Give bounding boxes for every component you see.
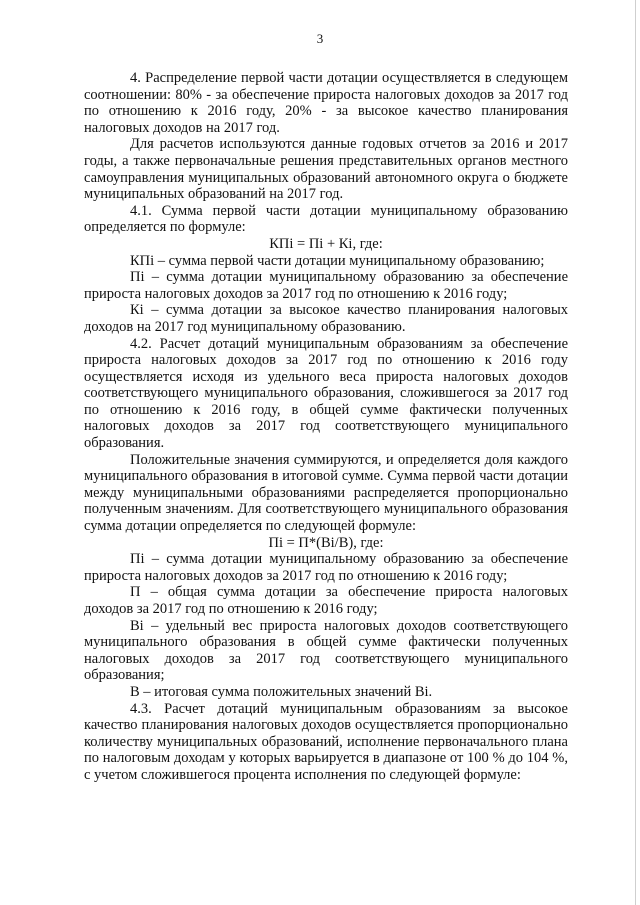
page-edge [635, 0, 636, 905]
paragraph-4: 4. Распределение первой части дотации осуществляется в следующем соотношении: 80% - за обеспечение прироста налоговых доходов за 2017 год по отношению к 2016 году, 20% - за высокое качество планирования налоговых доходов на 2017 год. [84, 70, 568, 136]
formula-kpi: КПi = Пi + Кi, где: [269, 235, 383, 252]
definition-kpi: КПi – сумма первой части дотации муниципальному образованию; [130, 252, 545, 269]
document-body [84, 70, 568, 784]
page-number: 3 [316, 31, 324, 46]
paragraph-positive-values: Положительные значения суммируются, и определяется доля каждого муниципального образования в итоговой сумме. Сумма первой части дотации между муниципальными образованиями распределяется пропорционально полученным значениям. Для соответствующего муниципального образования сумма дотации определяется по следующей формуле: [84, 451, 568, 535]
definition-p: П – общая сумма дотации за обеспечение прироста налоговых доходов за 2017 год по отношению к 2016 году; [84, 584, 568, 617]
paragraph-4-2: 4.2. Расчет дотаций муниципальным образованиям за обеспечение прироста налоговых доходов за 2017 год по отношению к 2016 году осуществляется исходя из удельного веса прироста налоговых доходов соответствующего муниципального образования, сложившегося за 2017 год по отношению к 2016 году, в общей сумме фактически полученных налоговых доходов за 2017 год соответствующего муниципального образования. [84, 335, 568, 452]
formula-pi: Пi = П*(Вi/В), где: [268, 534, 384, 551]
definition-ki: Кi – сумма дотации за высокое качество планирования налоговых доходов на 2017 год муниципальному образованию. [84, 302, 568, 335]
definition-v: В – итоговая сумма положительных значений Вi. [130, 683, 433, 700]
definition-pi-2: Пi – сумма дотации муниципальному образованию за обеспечение прироста налоговых доходов за 2017 год по отношению к 2016 году; [84, 551, 568, 584]
paragraph-reports: Для расчетов используются данные годовых отчетов за 2016 и 2017 годы, а также первоначальные решения представительных органов местного самоуправления муниципальных образований автономного округа о бюджете муниципальных образований на 2017 год. [84, 136, 568, 203]
definition-pi: Пi – сумма дотации муниципальному образованию за обеспечение прироста налоговых доходов за 2017 год по отношению к 2016 году; [84, 269, 568, 302]
paragraph-4-3: 4.3. Расчет дотаций муниципальным образованиям за высокое качество планирования налоговых доходов осуществляется пропорционально количеству муниципальных образований, исполнение первоначального плана по налоговым доходам у которых варьируется в диапазоне от 100 % до 104 %, с учетом сложившегося процента исполнения по следующей формуле: [84, 700, 568, 783]
paragraph-4-1: 4.1. Сумма первой части дотации муниципальному образованию определяется по формуле: [84, 202, 568, 236]
definition-vi: Вi – удельный вес прироста налоговых доходов соответствующего муниципального образования в общей сумме фактически полученных налоговых доходов за 2017 год соответствующего муниципального образования; [84, 617, 568, 684]
